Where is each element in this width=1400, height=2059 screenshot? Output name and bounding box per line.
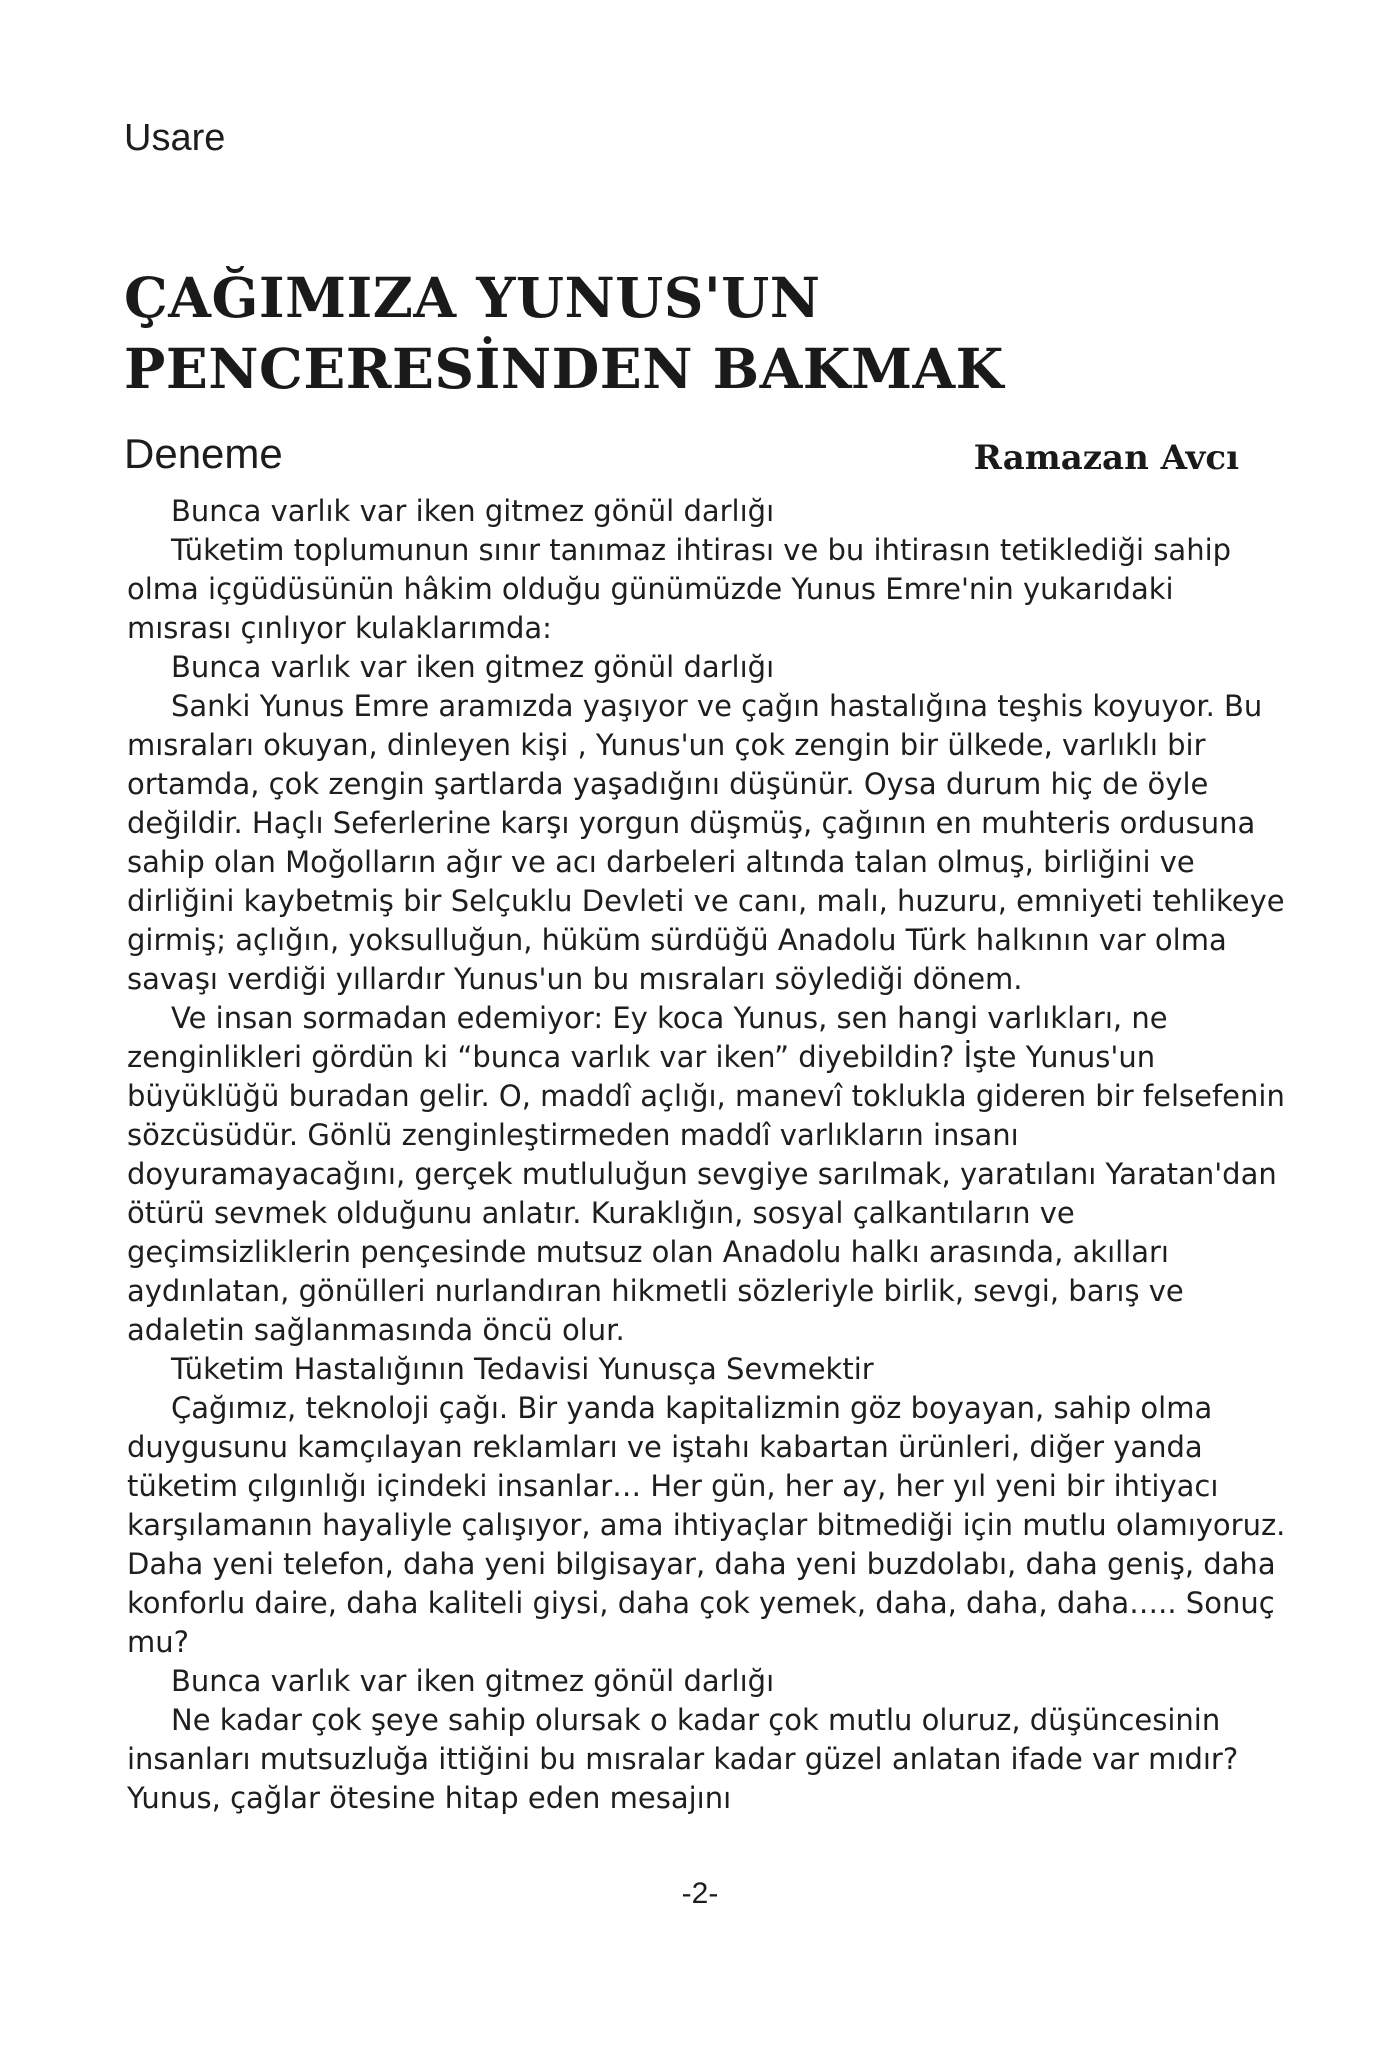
paragraph: Bunca varlık var iken gitmez gönül darlığı [171,650,775,684]
page-number: -2- [681,1877,719,1910]
paragraph: Çağımız, teknoloji çağı. Bir yanda kapitalizmin göz boyayan, sahip olma duygusunu kamçılayan reklamları ve iştahı kabartan ürünleri, diğer yanda tüketim çılgınlığı içindeki insanlar… Her gün, her ay, her yıl yeni bir ihtiyacı karşılamanın hayaliyle çalışıyor, ama ihtiyaçlar bitmediği için mutlu olamıyoruz. Daha yeni telefon, daha yeni bilgisayar, daha yeni buzdolabı, daha geniş, daha konforlu daire, daha kaliteli giysi, daha çok yemek, daha, daha, daha….. Sonuç mu? [127,1391,1286,1659]
paragraph: Bunca varlık var iken gitmez gönül darlığı [171,1664,775,1698]
paragraph: Ve insan sormadan edemiyor: Ey koca Yunus, sen hangi varlıkları, ne zenginlikleri gördün ki “bunca varlık var iken” diyebildin? İşte Yunus'un büyüklüğü buradan gelir. O, maddî açlığı, manevî toklukla gideren bir felsefenin sözcüsüdür. Gönlü zenginleştirmeden maddî varlıkların insanı doyuramayacağını, gerçek mutluluğun sevgiye sarılmak, yaratılanı Yaratan'dan ötürü sevmek olduğunu anlatır. Kuraklığın, sosyal çalkantıların ve geçimsizliklerin pençesinde mutsuz olan Anadolu halkı arasında, akılları aydınlatan, gönülleri nurlandıran hikmetli sözleriyle birlik, sevgi, barış ve adaletin sağlanmasında öncü olur. [127,1001,1285,1347]
journal-name: Usare [124,117,226,159]
article-title [124,262,1274,404]
paragraph: Sanki Yunus Emre aramızda yaşıyor ve çağın hastalığına teşhis koyuyor. Bu mısraları okuyan, dinleyen kişi , Yunus'un çok zengin bir ülkede, varlıklı bir ortamda, çok zengin şartlarda yaşadığını düşünür. Oysa durum hiç de öyle değildir. Haçlı Seferlerine karşı yorgun düşmüş, çağının en muhteris ordusuna sahip olan Moğolların ağır ve acı darbeleri altında talan olmuş, birliğini ve dirliğini kaybetmiş bir Selçuklu Devleti ve canı, malı, huzuru, emniyeti tehlikeye girmiş; açlığın, yoksulluğun, hüküm sürdüğü Anadolu Türk halkının var olma savaşı verdiği yıllardır Yunus'un bu mısraları söylediği dönem. [127,689,1285,996]
article-author: Ramazan Avcı [973,438,1239,478]
paragraph: Ne kadar çok şeye sahip olursak o kadar çok mutlu oluruz, düşüncesinin insanları mutsuzluğa ittiğini bu mısralar kadar güzel anlatan ifade var mıdır? Yunus, çağlar ötesine hitap eden mesajını [127,1703,1239,1815]
paragraph: Bunca varlık var iken gitmez gönül darlığı [171,494,775,528]
section-subheading: Tüketim Hastalığının Tedavisi Yunusça Sevmektir [171,1352,874,1386]
article-body [127,492,1287,1818]
article-title-line-1: ÇAĞIMIZA YUNUS'UN [124,265,821,330]
article-genre: Deneme [124,430,283,477]
article-title-line-2: PENCERESİNDEN BAKMAK [124,336,1004,401]
paragraph: Tüketim toplumunun sınır tanımaz ihtirası ve bu ihtirasın tetiklediği sahip olma içgüdüsünün hâkim olduğu günümüzde Yunus Emre'nin yukarıdaki mısrası çınlıyor kulaklarımda: [127,533,1232,645]
